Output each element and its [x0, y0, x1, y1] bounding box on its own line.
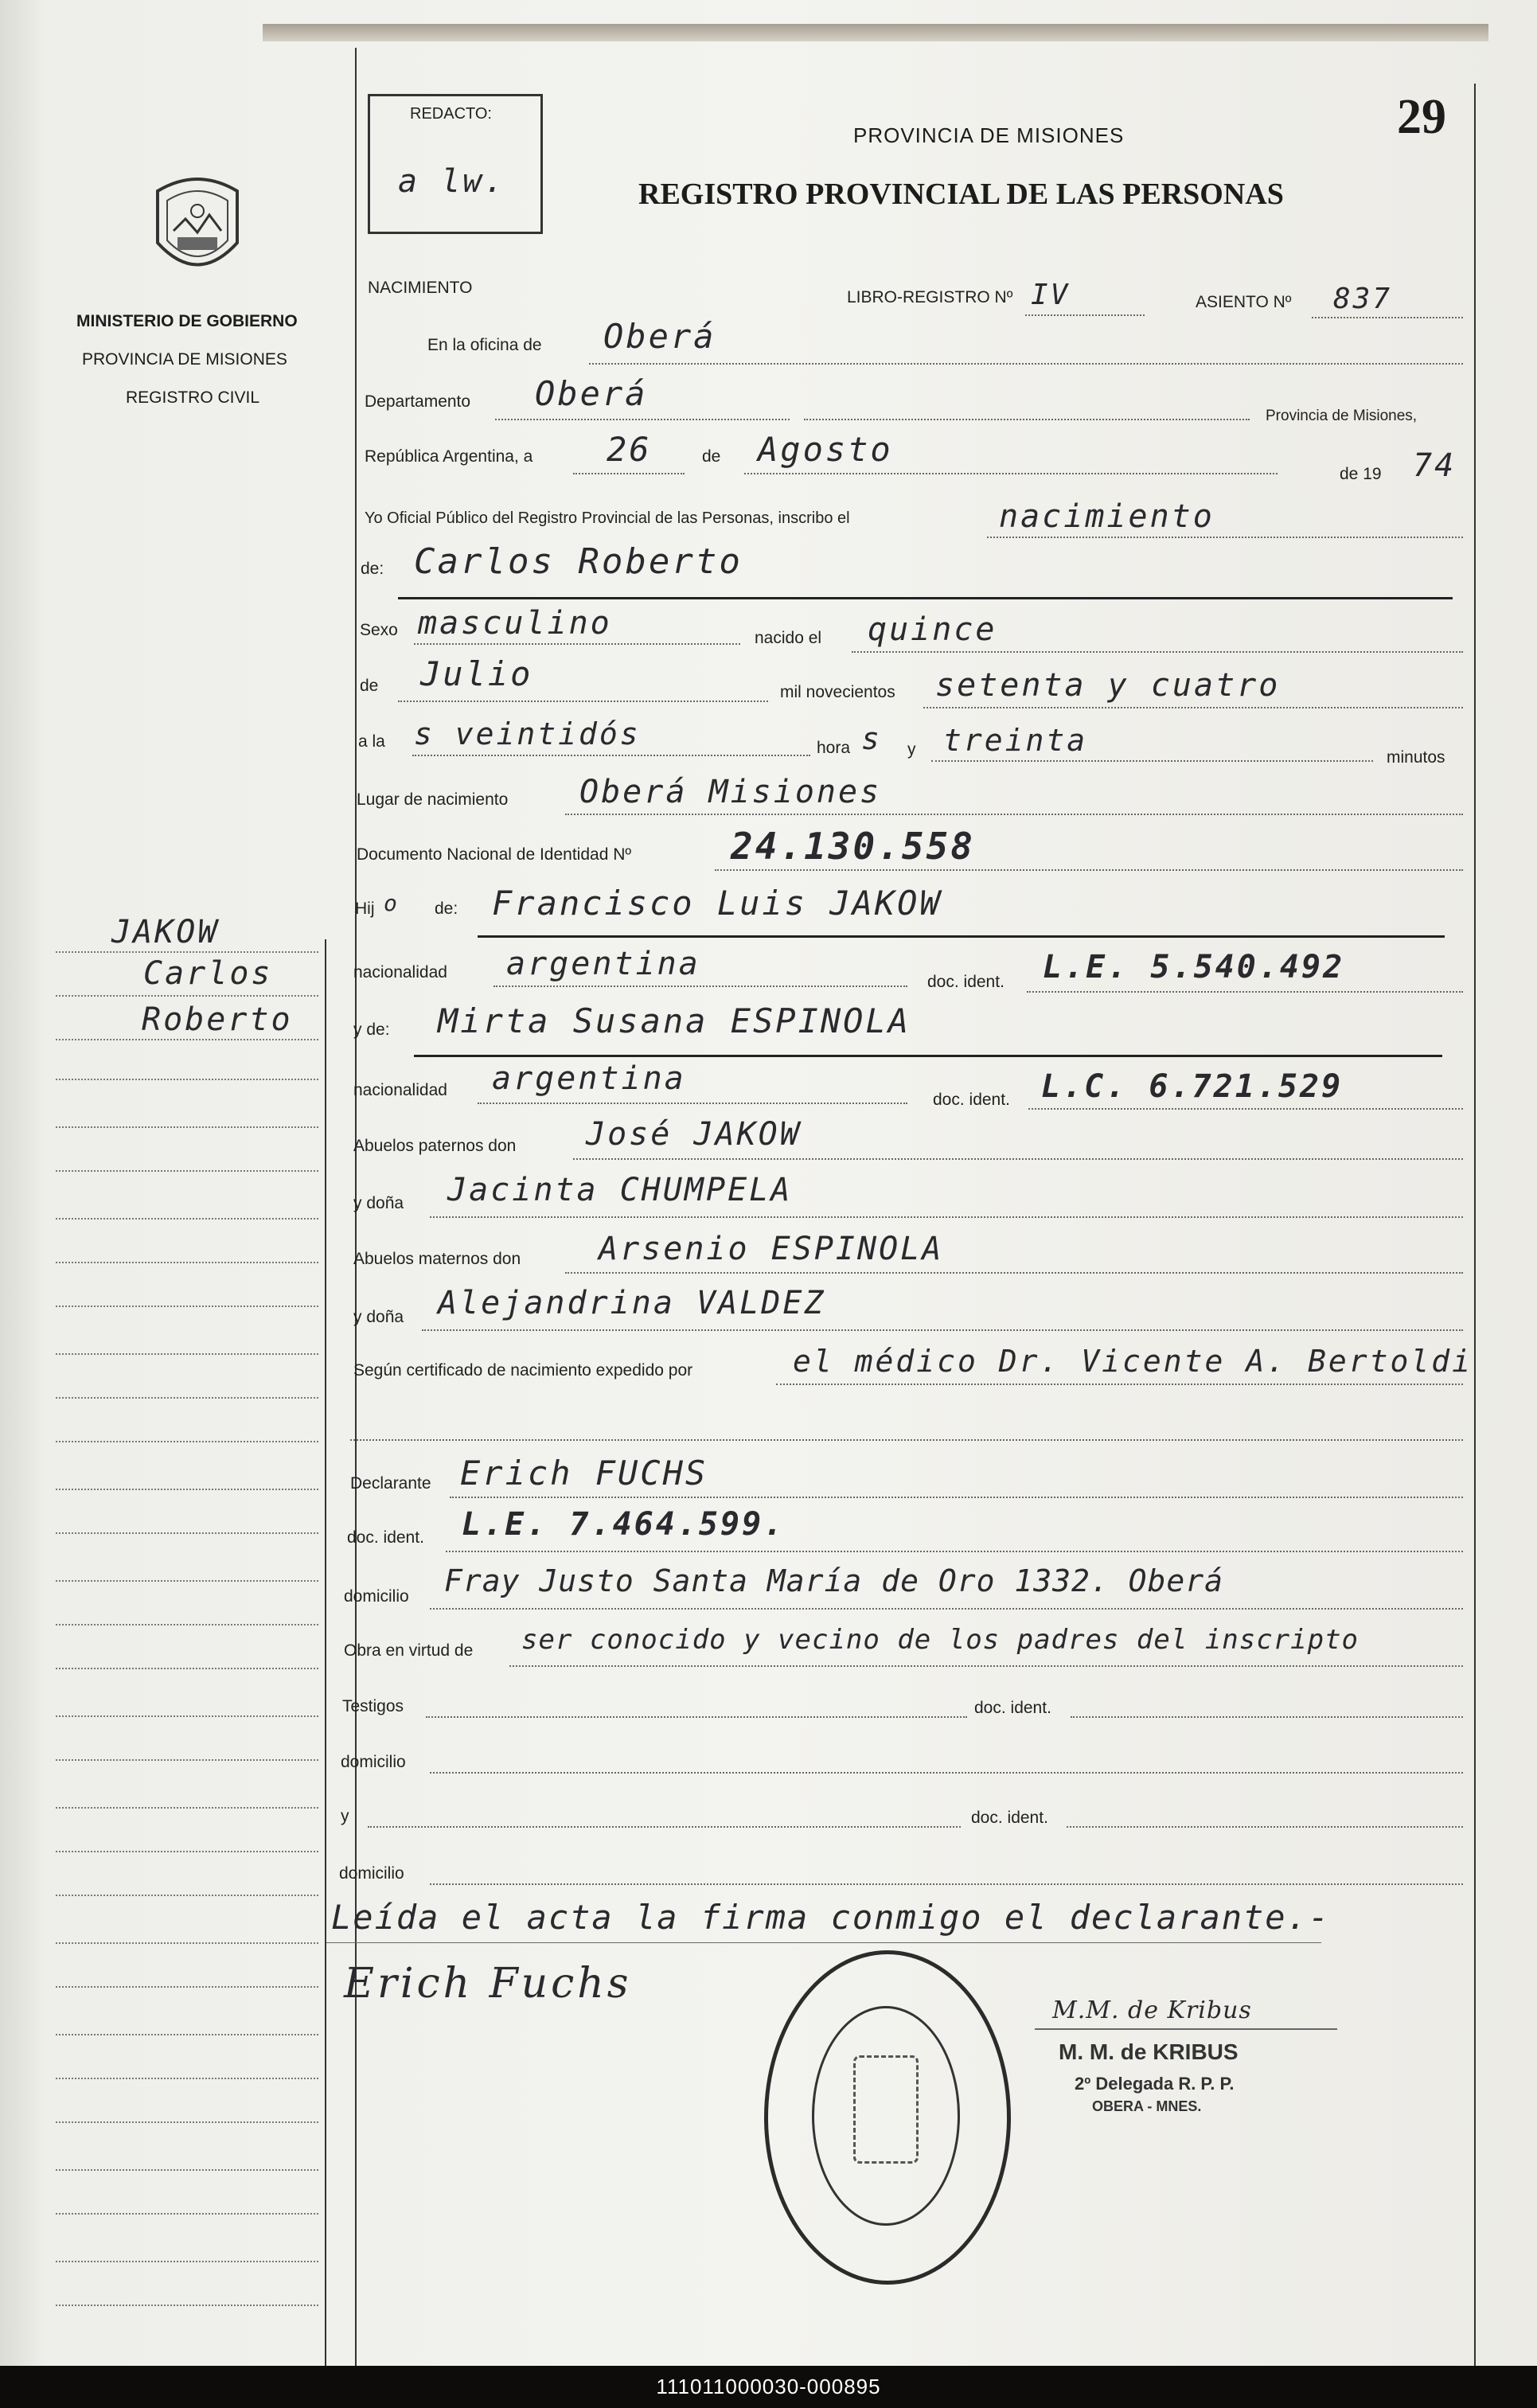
- margin-line: [56, 1895, 318, 1896]
- ydona1-label: y doña: [353, 1194, 404, 1212]
- margin-line: [56, 1397, 318, 1399]
- registry-label: REGISTRO CIVIL: [126, 388, 260, 407]
- margin-surname: JAKOW: [111, 914, 220, 950]
- margin-line: [56, 1489, 318, 1490]
- official-role: 2º Delegada R. P. P.: [1075, 2074, 1235, 2094]
- abuelo-pat-line: [573, 1158, 1463, 1160]
- abuela-mat-line: [422, 1329, 1463, 1331]
- minutos-line: [931, 760, 1373, 762]
- hora-label: hora: [817, 739, 851, 757]
- doc2-value: L.C. 6.721.529: [1041, 1068, 1344, 1105]
- abuela-mat-value: Alejandrina VALDEZ: [438, 1285, 826, 1321]
- oficial-text: Yo Oficial Público del Registro Provincial de las Personas, inscribo el: [365, 509, 850, 527]
- doc1-line: [1027, 991, 1463, 993]
- departamento-value: Oberá: [535, 374, 648, 413]
- declarante-line: [450, 1497, 1463, 1498]
- abuelos-mat-label: Abuelos maternos don: [353, 1250, 521, 1268]
- doc4-label: doc. ident.: [974, 1699, 1051, 1717]
- margin-line: [56, 1262, 318, 1263]
- domicilio3-label: domicilio: [339, 1864, 404, 1883]
- birth-month-line: [398, 701, 768, 702]
- oficial-line: [987, 537, 1463, 538]
- redacto-label: REDACTO:: [410, 105, 492, 123]
- abuela-pat-line: [430, 1216, 1463, 1218]
- ministry-label: MINISTERIO DE GOBIERNO: [76, 312, 298, 330]
- margin-line: [56, 1624, 318, 1625]
- abuelo-mat-value: Arsenio ESPINOLA: [599, 1231, 944, 1267]
- margin-line: [56, 1353, 318, 1355]
- oficina-value: Oberá: [603, 317, 716, 356]
- dni-line: [715, 869, 1463, 871]
- closing-line: [326, 1942, 1321, 1943]
- departamento-line: [495, 419, 790, 420]
- margin-line: [56, 1532, 318, 1534]
- nac2-label: nacionalidad: [353, 1081, 447, 1099]
- obra-value: ser conocido y vecino de los padres del inscripto: [521, 1624, 1360, 1656]
- oficina-label: En la oficina de: [427, 336, 542, 354]
- abuelos-pat-label: Abuelos paternos don: [353, 1137, 517, 1155]
- testigos-label: Testigos: [342, 1697, 404, 1715]
- header-province: PROVINCIA DE MISIONES: [853, 123, 1125, 147]
- margin-line: [56, 995, 318, 997]
- margin-line: [56, 1851, 318, 1852]
- day-line: [573, 473, 685, 474]
- closing-statement: Leída el acta la firma conmigo el declarante.-: [331, 1898, 1331, 1937]
- nac1-line: [493, 985, 907, 987]
- margin-line: [56, 1715, 318, 1717]
- mother-underline: [414, 1055, 1442, 1057]
- domicilio1-line: [430, 1608, 1463, 1610]
- doc3-value: L.E. 7.464.599.: [462, 1506, 786, 1543]
- y-testigo-line: [368, 1826, 961, 1828]
- certificado-line-2: [350, 1439, 1463, 1441]
- asiento-line: [1312, 317, 1463, 318]
- margin-line: [56, 2121, 318, 2123]
- hora-line: [412, 755, 810, 756]
- margin-line: [56, 1986, 318, 1988]
- mil-line: [923, 707, 1463, 708]
- official-place: OBERA - MNES.: [1092, 2098, 1202, 2114]
- mil-value: setenta y cuatro: [935, 667, 1281, 704]
- nac2-line: [478, 1103, 907, 1104]
- dni-label: Documento Nacional de Identidad Nº: [357, 845, 632, 864]
- doc3-label: doc. ident.: [347, 1528, 424, 1547]
- provincia-suffix: Provincia de Misiones,: [1266, 408, 1418, 424]
- declarante-value: Erich FUCHS: [460, 1454, 708, 1493]
- abuelo-pat-value: José JAKOW: [586, 1116, 802, 1153]
- asiento-value: 837: [1333, 283, 1393, 315]
- margin-line: [56, 2169, 318, 2171]
- margin-line: [56, 1305, 318, 1307]
- oficina-line: [589, 363, 1463, 365]
- obra-label: Obra en virtud de: [344, 1641, 474, 1660]
- y-label: y: [907, 740, 916, 759]
- month-value: Agosto: [758, 430, 893, 469]
- domicilio1-label: domicilio: [344, 1587, 409, 1606]
- domicilio3-line: [430, 1883, 1463, 1885]
- testigos-line: [426, 1716, 967, 1718]
- margin-line: [56, 1580, 318, 1582]
- official-signature: M.M. de Kribus: [1052, 1996, 1252, 2024]
- margin-line: [56, 2213, 318, 2215]
- register-title: REGISTRO PROVINCIAL DE LAS PERSONAS: [638, 178, 1284, 211]
- domicilio2-line: [430, 1772, 1463, 1774]
- domicilio2-label: domicilio: [341, 1753, 406, 1771]
- de-label: de: [702, 447, 721, 466]
- departamento-line-2: [804, 419, 1250, 420]
- margin-line: [56, 1170, 318, 1172]
- margin-line: [56, 951, 318, 953]
- father-underline: [478, 935, 1445, 938]
- de-name-label: de:: [361, 560, 384, 578]
- obra-line: [509, 1665, 1463, 1667]
- hijo-label-o: o: [384, 890, 400, 916]
- official-signature-line: [1035, 2028, 1337, 2030]
- lugar-line: [565, 814, 1463, 815]
- yde-label: y de:: [353, 1021, 390, 1039]
- image-id: 111011000030-000895: [656, 2375, 881, 2398]
- coat-of-arms-emblem: [142, 167, 253, 291]
- de-month-label: de: [360, 677, 379, 695]
- nacido-label: nacido el: [755, 629, 822, 647]
- margin-line: [56, 1126, 318, 1128]
- abuela-pat-value: Jacinta CHUMPELA: [447, 1172, 793, 1208]
- doc3-line: [446, 1551, 1463, 1552]
- sexo-value: masculino: [418, 605, 612, 642]
- day-value: 26: [607, 430, 652, 469]
- margin-line: [56, 1079, 318, 1080]
- margin-second-name: Roberto: [142, 1001, 293, 1038]
- libro-label: LIBRO-REGISTRO Nº: [847, 288, 1013, 306]
- margin-first-name: Carlos: [143, 955, 273, 992]
- y-testigo-label: y: [341, 1807, 349, 1825]
- page-edge: [263, 24, 1488, 41]
- margin-line: [56, 1039, 318, 1040]
- doc1-value: L.E. 5.540.492: [1043, 949, 1345, 985]
- dni-value: 24.130.558: [731, 825, 975, 868]
- form-right-border: [1474, 84, 1476, 2366]
- margin-line: [56, 1759, 318, 1761]
- doc2-label: doc. ident.: [933, 1091, 1010, 1109]
- doc1-label: doc. ident.: [927, 973, 1005, 991]
- nacido-value: quince: [868, 611, 997, 648]
- form-left-border-lower: [325, 939, 326, 2366]
- margin-line: [56, 2261, 318, 2262]
- republica-label: República Argentina, a: [365, 447, 533, 466]
- nac2-value: argentina: [492, 1060, 686, 1097]
- month-line: [744, 473, 1278, 474]
- minutos-value: treinta: [943, 723, 1088, 758]
- father-name: Francisco Luis JAKOW: [492, 884, 942, 923]
- declarante-label: Declarante: [350, 1474, 431, 1493]
- oficial-value: nacimiento: [999, 498, 1215, 535]
- abuelo-mat-line: [565, 1272, 1463, 1274]
- libro-line: [1025, 314, 1145, 316]
- doc4-line: [1071, 1716, 1463, 1718]
- nac1-label: nacionalidad: [353, 963, 447, 982]
- sexo-label: Sexo: [360, 621, 398, 639]
- province-label: PROVINCIA DE MISIONES: [82, 350, 287, 369]
- doc5-line: [1067, 1826, 1463, 1828]
- doc2-line: [1028, 1108, 1463, 1110]
- doc5-label: doc. ident.: [971, 1809, 1048, 1827]
- certificado-value: el médico Dr. Vicente A. Bertoldi: [793, 1344, 1473, 1379]
- name-underline: [398, 597, 1453, 599]
- nac1-value: argentina: [506, 946, 700, 982]
- page-number: 29: [1397, 90, 1446, 144]
- hora-value: s veintidós: [414, 716, 641, 751]
- margin-line: [56, 2078, 318, 2079]
- redacto-value: a lw.: [398, 163, 506, 200]
- declarant-signature: Erich Fuchs: [344, 1960, 632, 2008]
- official-seal-center: [853, 2055, 919, 2164]
- domicilio1-value: Fray Justo Santa María de Oro 1332. Oberá: [444, 1563, 1223, 1598]
- margin-line: [56, 1441, 318, 1442]
- lugar-value: Oberá Misiones: [579, 774, 882, 810]
- certificado-label: Según certificado de nacimiento expedido por: [353, 1361, 693, 1380]
- libro-value: IV: [1031, 279, 1071, 311]
- child-name: Carlos Roberto: [414, 541, 743, 582]
- lugar-label: Lugar de nacimiento: [357, 790, 509, 809]
- year-value: 74: [1413, 447, 1457, 484]
- margin-line: [56, 2305, 318, 2306]
- margin-line: [56, 1218, 318, 1220]
- hora-suffix: s: [861, 721, 882, 756]
- birth-month-value: Julio: [420, 654, 533, 693]
- sexo-line: [414, 643, 740, 645]
- margin-line: [56, 2034, 318, 2035]
- certificado-line: [776, 1384, 1463, 1385]
- margin-line: [56, 1807, 318, 1809]
- hijo-label-b: de:: [435, 900, 458, 918]
- footer-bar: [0, 2366, 1537, 2408]
- margin-line: [56, 1942, 318, 1944]
- official-name: M. M. de KRIBUS: [1059, 2039, 1239, 2064]
- hijo-label-a: Hij: [355, 900, 375, 918]
- ydona2-label: y doña: [353, 1308, 404, 1326]
- asiento-label: ASIENTO Nº: [1196, 293, 1292, 311]
- section-label: NACIMIENTO: [368, 279, 473, 297]
- ala-label: a la: [358, 732, 385, 751]
- mil-label: mil novecientos: [780, 683, 895, 701]
- year-label: de 19: [1340, 465, 1382, 483]
- margin-line: [56, 1668, 318, 1669]
- mother-name: Mirta Susana ESPINOLA: [438, 1001, 911, 1040]
- nacido-line: [852, 651, 1463, 653]
- departamento-label: Departamento: [365, 392, 471, 411]
- minutos-label: minutos: [1387, 748, 1445, 767]
